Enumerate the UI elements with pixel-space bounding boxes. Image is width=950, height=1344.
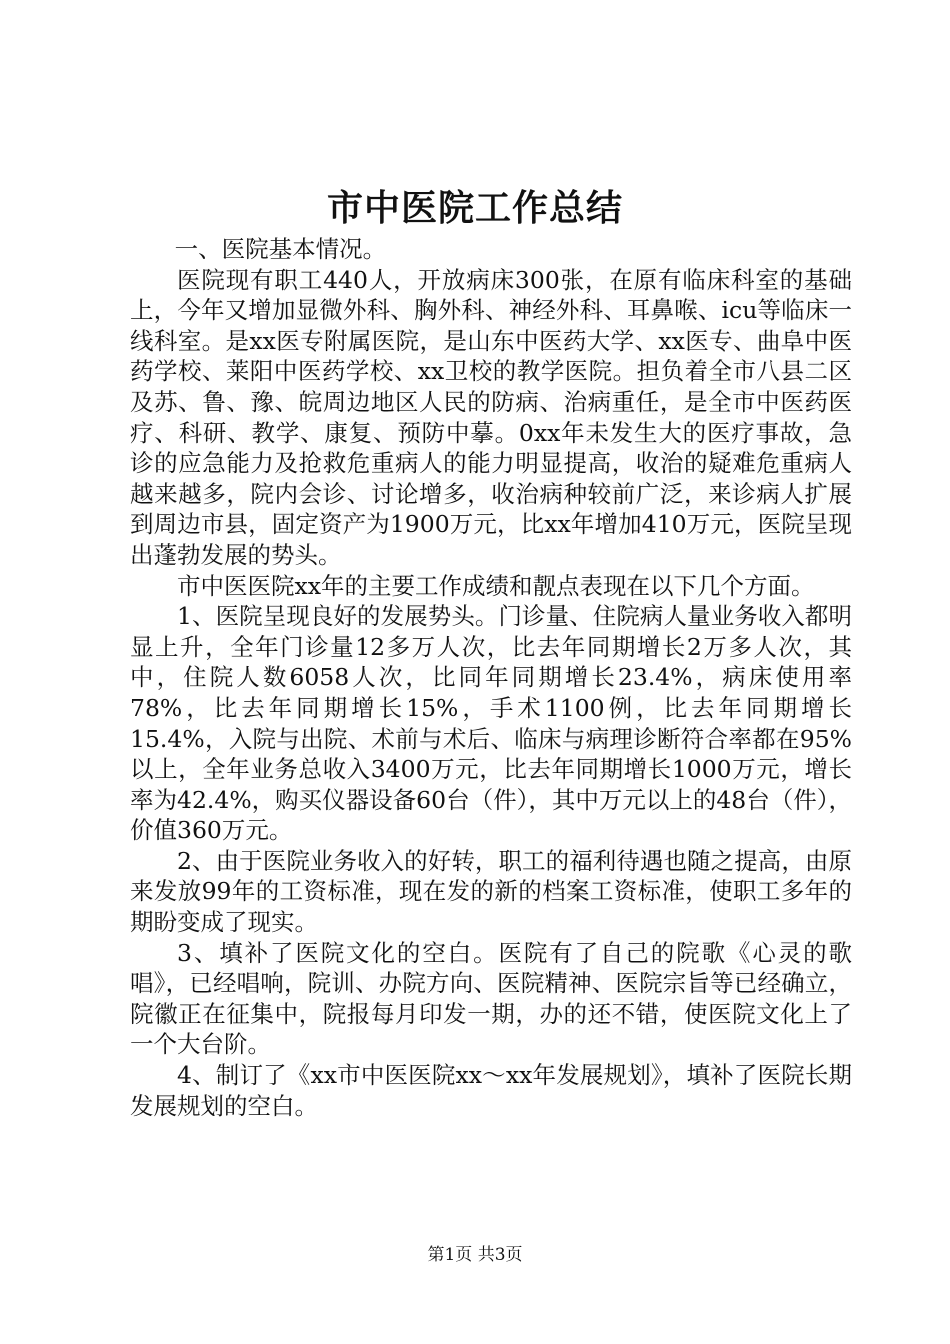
- document-body: [130, 234, 852, 1121]
- paragraph-item-1: 1、医院呈现良好的发展势头。门诊量、住院病人量业务收入都明显上升，全年门诊量12多万人次，比去年同期增长2万多人次，其中，住院人数6058人次，比同年同期增长23.4%，病床使用率78%，比去年同期增长15%，手术1100例，比去年同期增长15.4%，入院与出院、术前与术后、临床与病理诊断符合率都在95%以上，全年业务总收入3400万元，比去年同期增长1000万元，增长率为42.4%，购买仪器设备60台（件），其中万元以上的48台（件），价值360万元。: [130, 602, 852, 845]
- page-number-footer: 第1页 共3页: [427, 1245, 523, 1265]
- paragraph-item-4: 4、制订了《xx市中医医院xx～xx年发展规划》，填补了医院长期发展规划的空白。: [130, 1061, 852, 1120]
- paragraph-item-3: 3、填补了医院文化的空白。医院有了自己的院歌《心灵的歌唱》，已经唱响，院训、办院方向、医院精神、医院宗旨等已经确立，院徽正在征集中，院报每月印发一期，办的还不错，使医院文化上了一个大台阶。: [130, 938, 852, 1059]
- paragraph-item-2: 2、由于医院业务收入的好转，职工的福利待遇也随之提高，由原来发放99年的工资标准，现在发的新的档案工资标准，使职工多年的期盼变成了现实。: [130, 846, 852, 937]
- section-heading: 一、医院基本情况。: [174, 235, 387, 263]
- paragraph-hospital-overview: 医院现有职工440人，开放病床300张，在原有临床科室的基础上，今年又增加显微外科、胸外科、神经外科、耳鼻喉、icu等临床一线科室。是xx医专附属医院，是山东中医药大学、xx医专、曲阜中医药学校、莱阳中医药学校、xx卫校的教学医院。担负着全市八县二区及苏、鲁、豫、皖周边地区人民的防病、治病重任，是全市中医药医疗、科研、教学、康复、预防中摹。0xx年未发生大的医疗事故，急诊的应急能力及抢救危重病人的能力明显提高，收治的疑难危重病人越来越多，院内会诊、讨论增多，收治病种较前广泛，来诊病人扩展到周边市县，固定资产为1900万元，比xx年增加410万元，医院呈现出蓬勃发展的势头。: [130, 265, 852, 569]
- document-title: 市中医院工作总结: [326, 187, 623, 229]
- paragraph-achievements-intro: 市中医医院xx年的主要工作成绩和靓点表现在以下几个方面。: [177, 571, 815, 600]
